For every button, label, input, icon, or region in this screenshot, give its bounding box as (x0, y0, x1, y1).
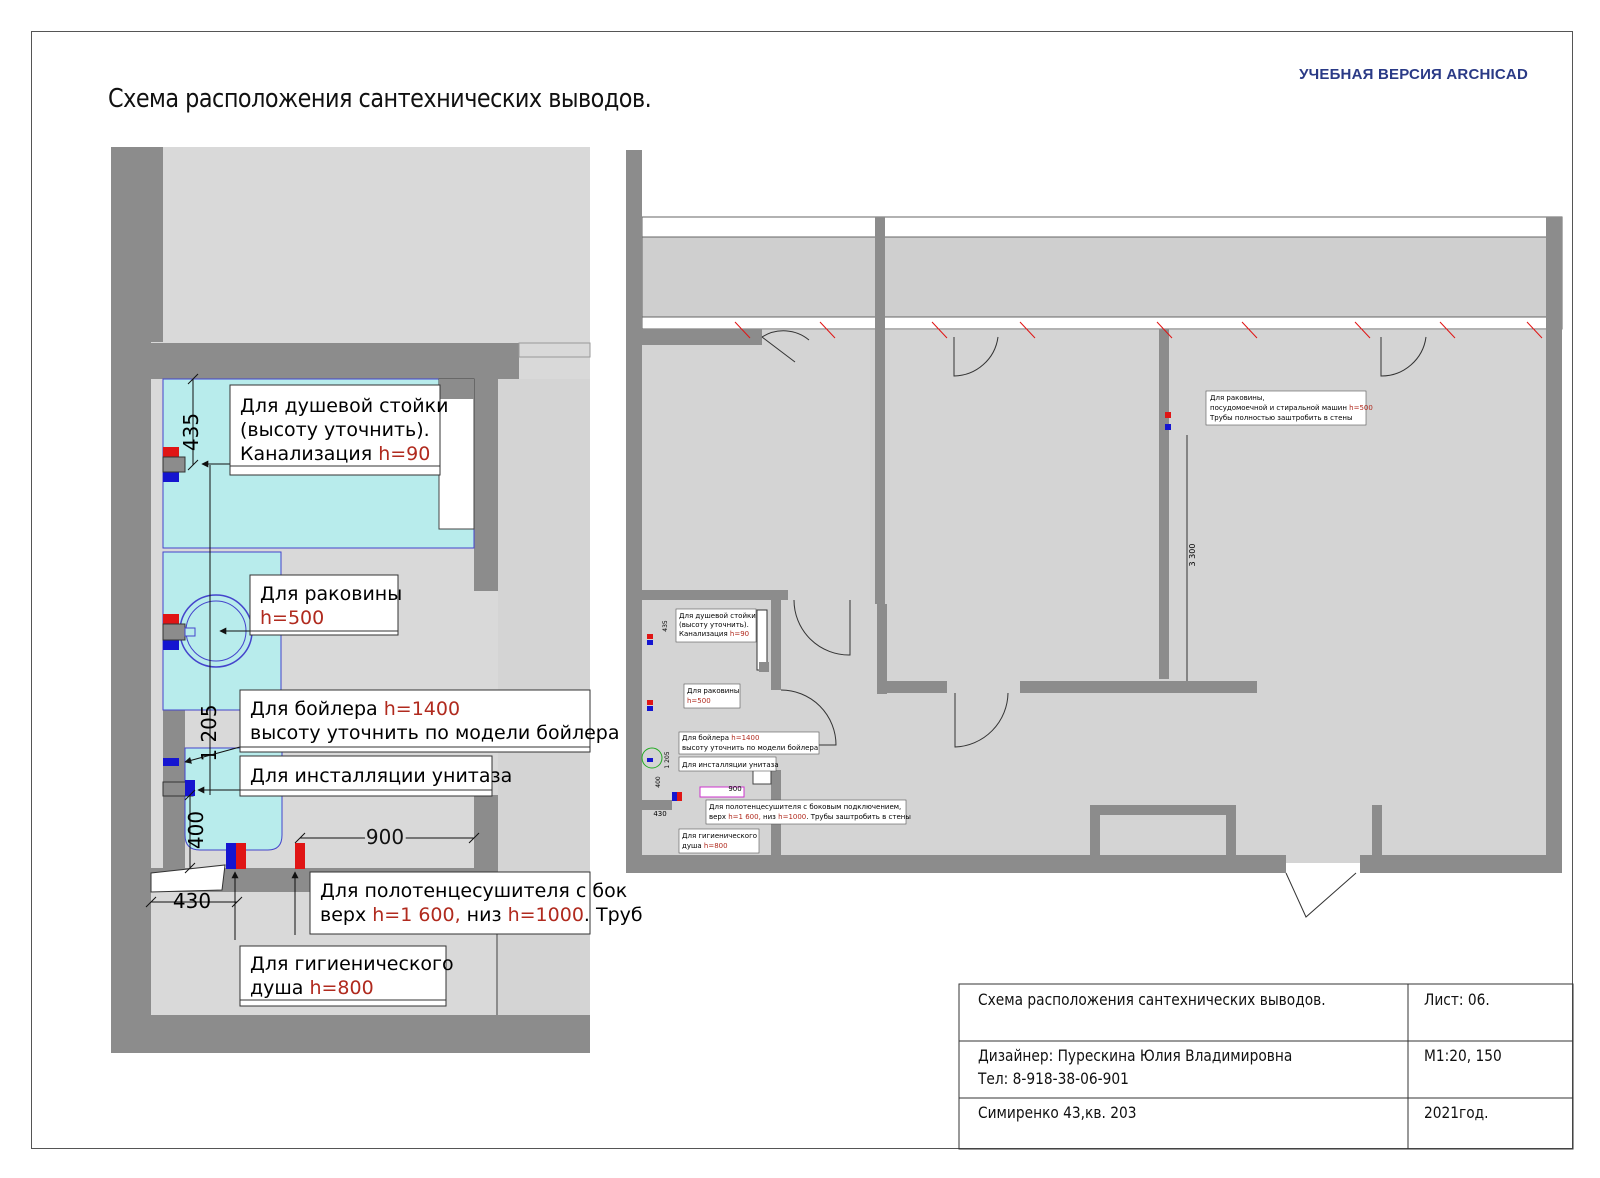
fixture (753, 770, 771, 784)
svg-text:Для раковины: Для раковины (687, 687, 740, 695)
svg-text:душа h=800: душа h=800 (682, 842, 728, 850)
svg-text:h=500: h=500 (260, 607, 325, 629)
title-block-year: 2021год. (1424, 1103, 1489, 1122)
svg-text:высоту уточнить по модели бойл: высоту уточнить по модели бойлера (250, 722, 620, 744)
wall (1159, 329, 1169, 679)
callout-kitchen (1206, 391, 1373, 425)
svg-text:высоту уточнить по модели бойл: высоту уточнить по модели бойлера (682, 744, 819, 752)
svg-text:Для бойлера h=1400: Для бойлера h=1400 (682, 734, 760, 742)
dim-900-small: 900 (728, 785, 742, 793)
svg-text:Для бойлера h=1400: Для бойлера h=1400 (250, 698, 461, 720)
svg-text:h=500: h=500 (687, 697, 711, 705)
wall (875, 217, 885, 604)
svg-text:Для гигиенического: Для гигиенического (250, 953, 454, 975)
svg-text:Для полотенцесушителя с боковы: Для полотенцесушителя с боковым подключением, (709, 803, 902, 811)
svg-text:Для гигиенического: Для гигиенического (682, 832, 758, 840)
cold-pipe (1165, 424, 1171, 430)
svg-text:Для душевой стойки: Для душевой стойки (679, 612, 756, 620)
title-block-project: Схема расположения сантехнических выводов. (978, 990, 1326, 1009)
watermark: УЧЕБНАЯ ВЕРСИЯ ARCHICAD (1299, 66, 1528, 83)
title-block-sheet: Лист: 06. (1424, 990, 1490, 1009)
wall (626, 150, 642, 863)
svg-text:верх h=1 600, низ h=1000. Труб: верх h=1 600, низ h=1000. Трубы заштробить в стены (709, 813, 911, 821)
wall (1090, 805, 1100, 860)
wall (1090, 805, 1236, 815)
hot-pipe (647, 634, 653, 639)
wall (1360, 855, 1562, 873)
svg-text:Для полотенцесушителя с бок: Для полотенцесушителя с бок (320, 880, 628, 902)
svg-text:Для душевой стойки: Для душевой стойки (240, 395, 449, 417)
dim-400-small: 400 (655, 776, 662, 788)
title-block-designer: Дизайнер: Пурескина Юлия Владимировна (978, 1046, 1293, 1065)
title-block-phone: Тел: 8-918-38-06-901 (978, 1069, 1129, 1088)
dim-430: 430 (172, 889, 212, 913)
title-block-scale: М1:20, 150 (1424, 1046, 1502, 1065)
wall (642, 800, 672, 810)
svg-text:Для инсталляции унитаза: Для инсталляции унитаза (250, 765, 513, 787)
dim-900: 900 (365, 825, 405, 849)
cold-pipe (647, 706, 653, 711)
wall (642, 590, 788, 600)
svg-text:(высоту уточнить).: (высоту уточнить). (679, 621, 749, 629)
balcony (642, 237, 1562, 317)
cold-pipe (647, 758, 653, 762)
callout-toilet-small (679, 757, 779, 771)
svg-text:(высоту уточнить).: (высоту уточнить). (240, 419, 430, 441)
callout-towel-dryer-small (706, 800, 911, 824)
callout-shower-rack-small (676, 609, 756, 642)
callout-boiler-small (679, 732, 819, 754)
balcony-rail (642, 217, 1562, 237)
svg-text:посудомоечной и стиральной маш: посудомоечной и стиральной машин h=500 (1210, 404, 1373, 412)
hot-pipe (677, 792, 682, 801)
dim-1205: 1 205 (197, 704, 221, 762)
wall (877, 604, 887, 694)
hot-pipe (647, 700, 653, 705)
window-strip (642, 317, 1562, 329)
hot-pipe (1165, 412, 1171, 418)
dim-1205-small: 1 205 (664, 751, 671, 769)
svg-text:Канализация h=90: Канализация h=90 (679, 630, 750, 638)
wall (1020, 681, 1257, 693)
shower-tray (757, 610, 767, 670)
svg-text:Для раковины: Для раковины (260, 583, 403, 605)
dim-435: 435 (179, 412, 203, 452)
wall (626, 855, 1286, 873)
dim-400: 400 (184, 810, 208, 850)
dim-435-small: 435 (662, 620, 669, 632)
dim-430-small: 430 (653, 810, 667, 818)
wall (771, 590, 781, 690)
svg-text:Для инсталляции унитаза: Для инсталляции унитаза (682, 761, 779, 769)
wall (1226, 805, 1236, 860)
sheet-title: Схема расположения сантехнических выводов. (108, 84, 652, 114)
svg-text:душа h=800: душа h=800 (250, 977, 374, 999)
cold-pipe (647, 640, 653, 645)
wall (1372, 805, 1382, 860)
svg-text:Трубы полностью заштробить в с: Трубы полностью заштробить в стены (1210, 414, 1353, 422)
callout-hygienic-shower-small (679, 829, 759, 853)
fixture (759, 662, 769, 672)
dim-3300: 3 300 (1188, 543, 1197, 567)
svg-text:Для раковины,: Для раковины, (1210, 394, 1265, 402)
wall (877, 681, 947, 693)
cold-pipe (672, 792, 677, 801)
svg-text:верх h=1 600, низ h=1000. Труб: верх h=1 600, низ h=1000. Труб (320, 904, 643, 926)
svg-text:Канализация h=90: Канализация h=90 (240, 443, 431, 465)
title-block-address: Симиренко 43,кв. 203 (978, 1103, 1137, 1122)
callout-sink-small (684, 684, 740, 708)
wall (1546, 217, 1562, 863)
